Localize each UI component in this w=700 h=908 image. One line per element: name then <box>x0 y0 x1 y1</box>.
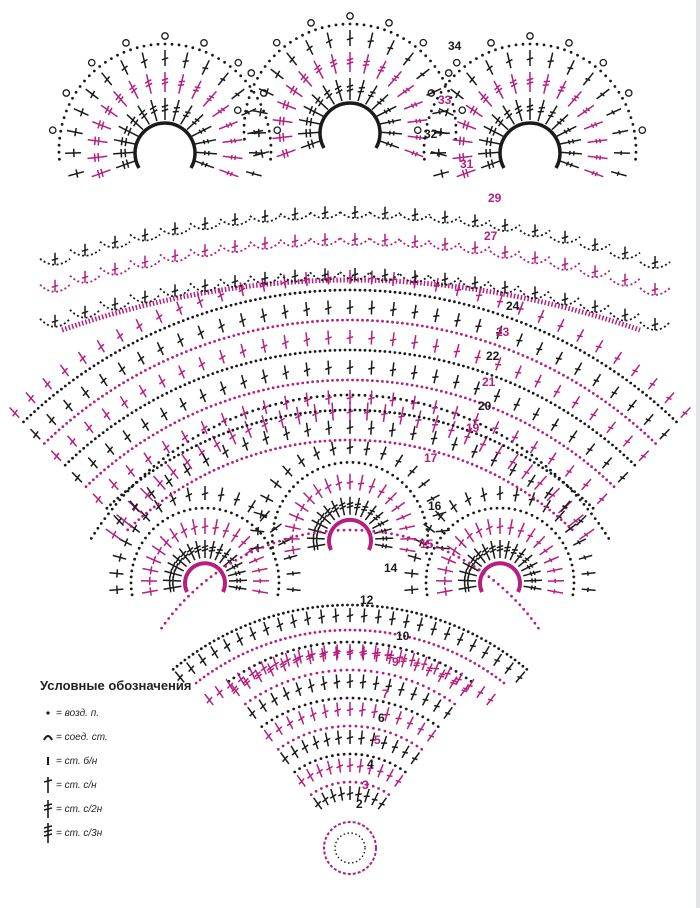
legend <box>40 678 240 845</box>
legend-item-chain <box>40 701 240 725</box>
shell-top-right-black <box>478 98 582 169</box>
row-number-19: 19 <box>466 421 480 435</box>
bar-icon <box>40 751 56 771</box>
row-number-6: 6 <box>378 711 385 725</box>
shell-mid-left-black <box>163 540 247 592</box>
legend-label: = возд. п. <box>56 707 99 719</box>
shell-top-left-core <box>135 123 195 168</box>
center-ring <box>324 822 376 874</box>
legend-item-slip <box>40 725 240 749</box>
shell-mid-right-black <box>458 540 542 592</box>
row-number-14: 14 <box>384 561 398 575</box>
arc-icon <box>40 727 56 747</box>
center-ring-inner <box>335 833 365 863</box>
row-number-32: 32 <box>424 127 438 141</box>
shell-mid-center-core <box>329 520 371 550</box>
row-number-10: 10 <box>396 629 410 643</box>
dot-icon <box>40 703 56 723</box>
row-number-4: 4 <box>367 757 374 771</box>
shell-mid-left-outer <box>109 486 300 594</box>
row-number-17: 17 <box>424 451 438 465</box>
legend-label: = ст. с/н <box>56 779 97 791</box>
row-27-band <box>40 233 670 295</box>
row-25-band <box>40 268 670 330</box>
shell-mid-center-outer <box>250 440 449 552</box>
cross-one-icon <box>40 775 56 795</box>
shell-top-right-core <box>500 123 560 168</box>
row-number-23: 23 <box>496 325 510 339</box>
legend-item-tr <box>40 797 240 821</box>
shell-top-center-magenta <box>273 52 428 158</box>
row-number-21: 21 <box>482 375 496 389</box>
shell-top-right-magenta <box>453 72 608 178</box>
shell-top-center-black <box>298 78 402 149</box>
row-number-12: 12 <box>360 593 374 607</box>
row-number-31: 31 <box>460 157 474 171</box>
legend-item-dc <box>40 773 240 797</box>
row-number-5: 5 <box>374 733 381 747</box>
cross-three-icon <box>40 823 56 843</box>
row-number-20: 20 <box>478 399 492 413</box>
shell-mid-right-core <box>480 563 520 592</box>
row-number-9: 9 <box>392 655 399 669</box>
row-number-3: 3 <box>362 778 369 792</box>
shell-mid-left-core <box>185 563 225 592</box>
row-number-27: 27 <box>484 229 498 243</box>
row-number-29: 29 <box>488 191 502 205</box>
legend-label: = ст. с/3н <box>56 827 103 839</box>
legend-item-dtr <box>40 821 240 845</box>
row-number-22: 22 <box>486 349 500 363</box>
shell-top-center-core <box>320 103 380 148</box>
wedge-row-stitches <box>314 786 387 809</box>
legend-label: = ст. б/н <box>56 755 98 767</box>
row-number-16: 16 <box>428 499 442 513</box>
row-number-34: 34 <box>448 39 462 53</box>
row-number-15: 15 <box>420 537 434 551</box>
shell-top-left-black <box>113 98 217 169</box>
legend-label: = соед. ст. <box>56 731 108 743</box>
row-number-7: 7 <box>382 687 389 701</box>
shell-top-left-magenta <box>88 72 243 178</box>
row-number-2: 2 <box>356 797 363 811</box>
legend-label: = ст. с/2н <box>56 803 103 815</box>
legend-title: Условные обозначения <box>40 678 192 693</box>
legend-item-sc <box>40 749 240 773</box>
row-number-24: 24 <box>506 299 520 313</box>
row-24-rim <box>62 280 640 330</box>
row-number-33: 33 <box>438 93 452 107</box>
shell-mid-center-black <box>307 497 393 551</box>
cross-two-icon <box>40 799 56 819</box>
